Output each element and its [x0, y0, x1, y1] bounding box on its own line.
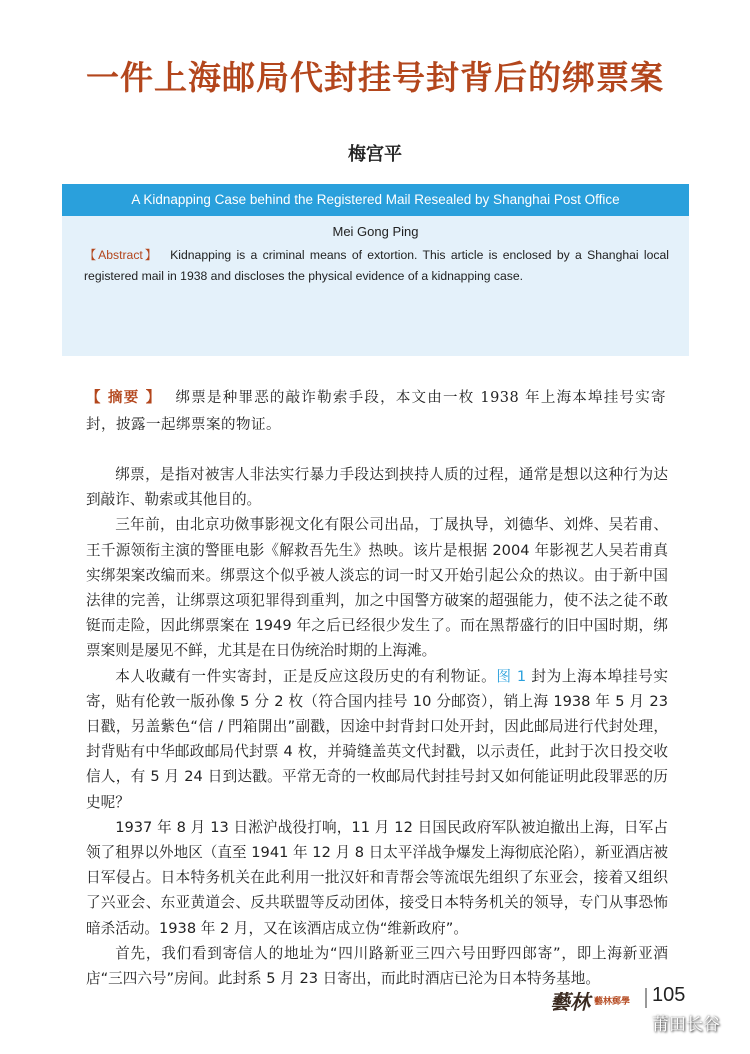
- abstract-label: 【Abstract】: [84, 248, 159, 262]
- english-author: Mei Gong Ping: [332, 224, 419, 239]
- english-abstract: [62, 239, 689, 287]
- journal-subtitle: 藝林郵學: [594, 997, 631, 1007]
- page-number: 105: [652, 984, 686, 1006]
- paragraph-1: 绑票，是指对被害人非法实行暴力手段达到挟持人质的过程，通常是想以这种行为达到敲诈、勒索或其他目的。: [86, 466, 668, 509]
- english-title: A Kidnapping Case behind the Registered Mail Resealed by Shanghai Post Office: [62, 184, 689, 216]
- paragraph-3-rest: 封为上海本埠挂号实寄，贴有伦敦一版孙像 5 分 2 枚（符合国内挂号 10 分邮资），销上海 1938 年 5 月 23 日戳，另盖紫色“信 / 門箱開出”副戳，因途中封背封口处开封，因此邮局进行代封处理，封背贴有中华邮政邮局代封票 4 枚，并骑缝盖英文代封戳，以示责任，此封于次日投交收信人，有 5 月 24 日到达戳。平常无奇的一枚邮局代封挂号封又如何能证明此段罪恶的历史呢？: [86, 667, 668, 811]
- journal-logo: 藝林: [550, 990, 590, 1014]
- paragraph-3: [86, 664, 668, 815]
- article-body: [86, 462, 668, 991]
- paragraph-2: 三年前，由北京功傚事影视文化有限公司出品，丁晟执导，刘德华、刘烨、吴若甫、王千源领衔主演的警匪电影《解救吾先生》热映。该片是根据 2004 年影视艺人吴若甫真实绑架案改编而来。绑票这个似乎被人淡忘的词一时又开始引起公众的热议。由于新中国法律的完善，让绑票这项犯罪得到重判，加之中国警方破案的超强能力，使不法之徒不敢铤而走险，因此绑票案在 1949 年之后已经很少发生了。而在黑帮盛行的旧中国时期，绑票案则是屡见不鲜，尤其是在日伪统治时期的上海滩。: [86, 516, 668, 660]
- article-title: 一件上海邮局代封挂号封背后的绑票案: [86, 58, 664, 97]
- paragraph-4: 1937 年 8 月 13 日淞沪战役打响，11 月 12 日国民政府军队被迫撤出上海，日军占领了租界以外地区（直至 1941 年 12 月 8 日太平洋战争爆发上海彻底沦陷），新亚酒店被日军侵占。日本特务机关在此利用一批汉奸和青帮会等流氓先组织了东亚会，接着又组织了兴亚会、东亚黄道会、反共联盟等反动团体，接受日本特务机关的领导，专门从事恐怖暗杀活动。1938 年 2 月，又在该酒店成立伪“维新政府”。: [86, 818, 668, 937]
- figure-1-link[interactable]: 图 1: [496, 667, 527, 685]
- wechat-icon: [623, 1012, 645, 1030]
- footer-divider: [645, 988, 647, 1008]
- author-name: 梅宫平: [348, 144, 402, 165]
- paragraph-5: 首先，我们看到寄信人的地址为“四川路新亚三四六号田野四郎寄”，即上海新亚酒店“三四六号”房间。此封系 5 月 23 日寄出，而此时酒店已沦为日本特务基地。: [86, 944, 668, 988]
- chinese-abstract-text: 绑票是种罪恶的敲诈勒索手段，本文由一枚 1938 年上海本埠挂号实寄封，披露一起绑票案的物证。: [86, 390, 666, 433]
- abstract-text: Kidnapping is a criminal means of extortion. This article is enclosed by a Shanghai local registered mail in 1938 and discloses the physical evidence of a kidnapping case.: [84, 248, 669, 283]
- chinese-abstract-label: 【 摘要 】: [86, 390, 162, 406]
- chinese-abstract: [86, 385, 666, 439]
- watermark-text: 莆田长谷: [652, 1015, 720, 1035]
- paragraph-3-start: 本人收藏有一件实寄封，正是反应这段历史的有利物证。: [115, 667, 497, 685]
- english-abstract-box: [62, 184, 689, 356]
